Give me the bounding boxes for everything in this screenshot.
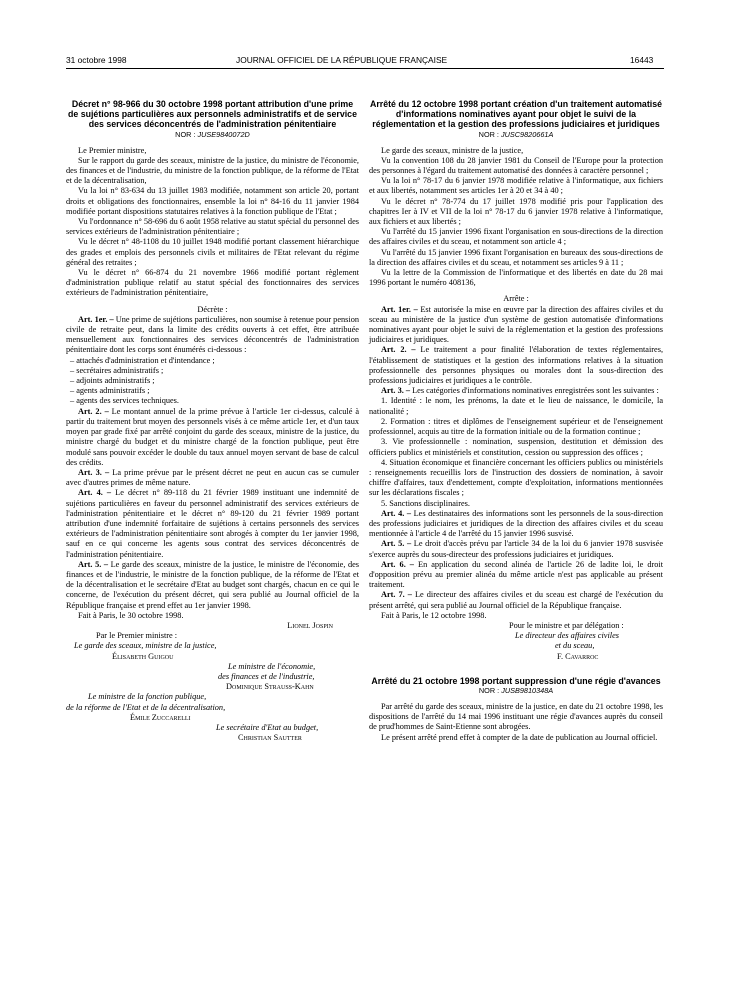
category-item: 5. Sanctions disciplinaires.	[381, 498, 470, 508]
ministre-fonction-publique-name: Émile Zuccarelli	[130, 712, 191, 722]
article-2: Art. 2. – Le traitement a pour finalité l'élaboration de textes réglementaires, l'établissement de statistiques et la gestion des informations relatives à la situation professionnelle des personnes physiques ou morales dont la sous-direction des professions judiciaires et juridiques a le contrôle.	[369, 345, 664, 386]
garde-des-sceaux-name: Élisabeth Guigou	[112, 651, 174, 661]
nor-code: JUSC9820661A	[500, 129, 554, 139]
par-le-premier-ministre: Par le Premier ministre :	[96, 631, 178, 641]
article-2: Art. 2. – Le montant annuel de la prime prévue à l'article 1er ci-dessus, calculé à partir du traitement brut moyen des personnels visés à ce même article 1er, et d'un taux moyen par grade fixé par arrêté conjoint du garde des sceaux, ministre de la justice, du ministre chargé du budget et du ministre chargé de la fonction publique, peut être modulé sans pouvoir excéder le double du taux annuel moyen servant de base de calcul des crédits.	[66, 406, 360, 467]
ministre-economie-title: des finances et de l'industrie,	[218, 671, 315, 681]
right-para: Le garde des sceaux, ministre de la justice,	[381, 145, 524, 155]
header-date: 31 octobre 1998	[66, 55, 127, 65]
arrete-title: Arrêté du 12 octobre 1998 portant création d'un traitement automatisé d'informations nominatives ayant pour objet le suivi de la réglementation et la gestion des professions judiciaires et juridiques	[370, 99, 662, 130]
corps-list-item: – secrétaires administratifs ;	[70, 365, 164, 375]
category-item: 1. Identité : le nom, les prénoms, la date et le lieu de naissance, le domicile, la nationalité ;	[369, 396, 663, 416]
decrete-label: Décrète :	[197, 304, 228, 314]
right-para: Vu la loi n° 78-17 du 6 janvier 1978 modifiée relative à l'informatique, aux fichiers et aux libertés, notamment ses articles 1er à 20 et 34 à 40 ;	[369, 176, 663, 196]
article-4: Art. 4. – Les destinataires des informations sont les personnels de la sous-direction des professions judiciaires et juridiques de la direction des affaires civiles et du sceau mentionnée à l'article 4 de l'arrêté du 15 janvier 1996 susvisé.	[369, 508, 664, 539]
fait-a-paris: Fait à Paris, le 12 octobre 1998.	[381, 610, 487, 620]
corps-list-item: – agents des services techniques.	[70, 396, 179, 406]
right-column	[369, 99, 663, 743]
right-para: Vu l'arrêté du 15 janvier 1996 fixant l'organisation en sous-directions de la direction des affaires civiles et du sceau, et notamment son article 4 ;	[369, 227, 663, 247]
secretaire-budget-name: Christian Sautter	[238, 733, 302, 743]
left-para: Le Premier ministre,	[78, 145, 147, 155]
corps-list-item: – attachés d'administration et d'intendance ;	[70, 355, 215, 365]
fait-a-paris: Fait à Paris, le 30 octobre 1998.	[78, 610, 184, 620]
arrete-nor	[369, 130, 663, 140]
category-item: 4. Situation économique et financière concernant les officiers publics ou ministériels : renseignements recueillis lors de l'instruction des dossiers de nomination, à savoir chiffre d'affaires, taux d'endettement, compte d'exploitation, informations mentionnées sur les déclarations fiscales ;	[369, 457, 663, 498]
article-5: Art. 5. – Le garde des sceaux, ministre de la justice, le ministre de l'économie, des finances et de l'industrie, le ministre de la fonction publique, de la réforme de l'Etat et de la décentralisation et le secrétaire d'Etat au budget sont chargés, chacun en ce qui le concerne, de l'exécution du présent décret, qui sera publié au Journal officiel de la République française et prend effet au 1er janvier 1998.	[66, 559, 360, 610]
left-para: Vu le décret n° 48-1108 du 10 juillet 1948 modifié portant classement hiérarchique des grades et emplois des personnels civils et militaires de l'Etat relevant du régime général des retraites ;	[66, 237, 359, 267]
right-para: Vu l'arrêté du 15 janvier 1996 fixant l'organisation en bureaux des sous-directions de la direction des affaires civiles et du sceau, et notamment ses articles 9 à 11 ;	[369, 247, 663, 267]
directeur-name: F. Cavarroc	[557, 651, 599, 661]
signature-premier-ministre: Lionel Jospin	[287, 620, 333, 630]
nor-code: JUSB9810348A	[501, 685, 554, 695]
corps-list-item: – adjoints administratifs ;	[70, 376, 155, 386]
directeur-title: et du sceau,	[555, 641, 595, 651]
arrete-2-nor	[369, 686, 663, 696]
nor-label: NOR :	[478, 685, 500, 695]
decree-nor	[66, 130, 359, 140]
left-para: Vu la loi n° 83-634 du 13 juillet 1983 modifiée, notamment son article 20, portant droits et obligations des fonctionnaires, ensemble la loi n° 84-16 du 11 janvier 1984 modifiée portant dispositions statutaires relatives à la fonction publique de l'Etat ;	[66, 186, 359, 216]
article-1: Art. 1er. – Une prime de sujétions particulières, non soumise à retenue pour pension civile de retraite peut, dans la limite des crédits ouverts à cet effet, être attribuée mensuellement aux fonctionnaires des services déconcentrés de l'administration pénitentiaire dont les corps sont énumérés ci-dessous :	[66, 314, 359, 355]
right-para: Vu la lettre de la Commission de l'informatique et des libertés en date du 28 mai 1996 portant le numéro 408136,	[369, 268, 663, 288]
article-1: Art. 1er. – Est autorisée la mise en œuvre par la direction des affaires civiles et du sceau au ministère de la justice d'un système de gestion automatisée d'informations nominatives ayant pour objet le suivi de la réglementation et la gestion des professions judiciaires et juridiques.	[369, 304, 663, 345]
arrete-2-para: Le présent arrêté prend effet à compter de la date de publication au Journal officiel.	[381, 732, 658, 742]
nor-code: JUSE9840072D	[197, 129, 250, 139]
left-para: Vu le décret n° 66-874 du 21 novembre 1966 modifié portant règlement d'administration publique relatif au statut spécial des fonctionnaires des services extérieurs de l'administration pénitentiaire,	[66, 268, 359, 298]
article-7: Art. 7. – Le directeur des affaires civiles et du sceau est chargé de l'exécution du présent arrêté, qui sera publié au Journal officiel de la République française.	[369, 590, 664, 610]
arrete-2-title: Arrêté du 21 octobre 1998 portant suppression d'une régie d'avances	[371, 675, 661, 686]
header-rule	[66, 68, 664, 69]
left-para: Vu l'ordonnance n° 58-696 du 6 août 1958 relative au statut spécial du personnel des services extérieurs de l'administration pénitentiaire ;	[66, 217, 359, 237]
category-item: 2. Formation : titres et diplômes de l'enseignement supérieur et de l'enseignement professionnel, acquis au titre de la formation initiale ou de la formation continue ;	[369, 416, 663, 437]
right-para: Vu la convention 108 du 28 janvier 1981 du Conseil de l'Europe pour la protection des personnes à l'égard du traitement automatisé des données à caractère personnel ;	[369, 155, 663, 176]
ministre-economie-title: Le ministre de l'économie,	[228, 661, 316, 671]
arrete-label: Arrête :	[503, 294, 529, 304]
left-para: Sur le rapport du garde des sceaux, ministre de la justice, du ministre de l'économie, des finances et de l'industrie, du ministre de la fonction publique, de la réforme de l'Etat et de la décentralisation,	[66, 155, 359, 186]
corps-list-item: – agents administratifs ;	[70, 386, 150, 396]
secretaire-budget-title: Le secrétaire d'Etat au budget,	[216, 722, 319, 732]
category-item: 3. Vie professionnelle : nomination, suspension, destitution et démission des officiers publics et ministériels et constitution, cession ou suppression des offices ;	[369, 437, 663, 457]
directeur-title: Le directeur des affaires civiles	[515, 631, 619, 641]
left-column	[66, 99, 359, 743]
article-5: Art. 5. – Le droit d'accès prévu par l'article 34 de la loi du 6 janvier 1978 susvisée s'exerce auprès du sous-directeur des professions judiciaires et juridiques.	[369, 539, 664, 559]
garde-des-sceaux-title: Le garde des sceaux, ministre de la justice,	[74, 641, 217, 651]
ministre-economie-name: Dominique Strauss-Kahn	[226, 682, 314, 692]
ministre-fonction-publique-title: de la réforme de l'Etat et de la décentralisation,	[66, 702, 226, 712]
header-page-number: 16443	[630, 55, 654, 65]
article-3: Art. 3. – La prime prévue par le présent décret ne peut en aucun cas se cumuler avec d'autres primes de même nature.	[66, 467, 359, 488]
article-6: Art. 6. – En application du second alinéa de l'article 26 de ladite loi, le droit d'opposition prévu au premier alinéa du même article n'est pas applicable au présent traitement.	[369, 559, 664, 590]
nor-label: NOR :	[175, 129, 196, 139]
article-3: Art. 3. – Les catégories d'informations nominatives enregistrées sont les suivantes :	[381, 386, 659, 396]
article-4: Art. 4. – Le décret n° 89-118 du 21 février 1989 instituant une indemnité de sujétions particulières en faveur du personnel administratif des services extérieurs de l'administration pénitentiaire et le décret n° 89-120 du 21 février 1989 portant attribution d'une indemnité forfaitaire de sujétions à certains personnels des services extérieurs de l'administration pénitentiaire sont abrogés à compter du 1er janvier 1998, sauf en ce qui concerne les agents sous contrat des services déconcentrés de l'administration pénitentiaire.	[66, 488, 359, 559]
nor-label: NOR :	[478, 129, 499, 139]
decree-title: Décret n° 98-966 du 30 octobre 1998 portant attribution d'une prime de sujétions particulières aux personnels administratifs et de service des services déconcentrés de l'administration pénitentiaire	[68, 99, 357, 130]
ministre-fonction-publique-title: Le ministre de la fonction publique,	[88, 692, 207, 702]
delegation-line: Pour le ministre et par délégation :	[509, 620, 624, 630]
right-para: Vu le décret n° 78-774 du 17 juillet 1978 modifié pris pour l'application des chapitres Ier à IV et VII de la loi n° 78-17 du 6 janvier 1978 relative à l'informatique, aux fichiers et aux libertés ;	[369, 196, 663, 227]
header-journal-title: JOURNAL OFFICIEL DE LA RÉPUBLIQUE FRANÇAISE	[236, 55, 448, 65]
arrete-2-para: Par arrêté du garde des sceaux, ministre de la justice, en date du 21 octobre 1998, les dispositions de l'arrêté du 14 mai 1996 instituant une régie d'avances auprès du conseil de prud'hommes de Saint-Etienne sont abrogées.	[369, 701, 663, 732]
